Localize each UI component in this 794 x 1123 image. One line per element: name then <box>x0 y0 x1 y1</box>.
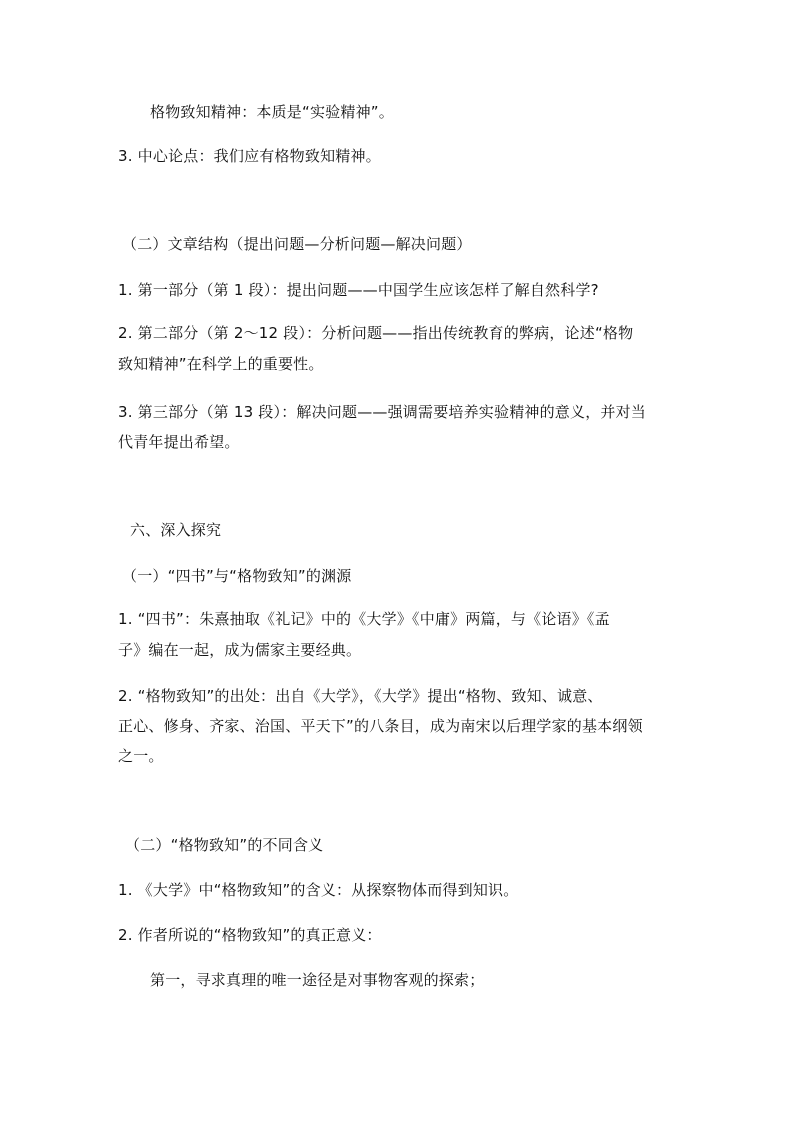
text-line: 3. 第三部分（第 13 段）：解决问题——强调需要培养实验精神的意义，并对当 <box>118 403 647 421</box>
text-line: 2. 作者所说的“格物致知”的真正意义： <box>118 926 382 944</box>
text-line: 1. “四书”：朱熹抽取《礼记》中的《大学》《中庸》两篇，与《论语》《孟 <box>118 610 610 628</box>
text-line: 子》编在一起，成为儒家主要经典。 <box>118 641 362 659</box>
text-line: 之一。 <box>118 747 164 765</box>
text-line: 1. 第一部分（第 1 段）：提出问题——中国学生应该怎样了解自然科学? <box>118 281 599 299</box>
section-heading: （一）“四书”与“格物致知”的渊源 <box>122 567 352 585</box>
text-line: 3. 中心论点：我们应有格物致知精神。 <box>118 147 381 165</box>
section-heading: （二）文章结构（提出问题—分析问题—解决问题） <box>122 235 472 253</box>
section-heading: （二）“格物致知”的不同含义 <box>125 836 324 854</box>
text-line: 致知精神”在科学上的重要性。 <box>118 355 324 373</box>
text-line: 代青年提出希望。 <box>118 433 240 451</box>
text-line: 1. 《大学》中“格物致知”的含义：从探察物体而得到知识。 <box>118 881 519 899</box>
text-line: 格物致知精神：本质是“实验精神”。 <box>150 103 394 121</box>
chapter-heading: 六、深入探究 <box>130 521 222 539</box>
text-line: 2. “格物致知”的出处：出自《大学》，《大学》提出“格物、致知、诚意、 <box>118 687 603 705</box>
text-line: 第一，寻求真理的唯一途径是对事物客观的探索； <box>150 971 485 989</box>
text-line: 2. 第二部分（第 2～12 段）：分析问题——指出传统教育的弊病，论述“格物 <box>118 324 634 342</box>
text-line: 正心、修身、齐家、治国、平天下”的八条目，成为南宋以后理学家的基本纲领 <box>118 717 643 735</box>
